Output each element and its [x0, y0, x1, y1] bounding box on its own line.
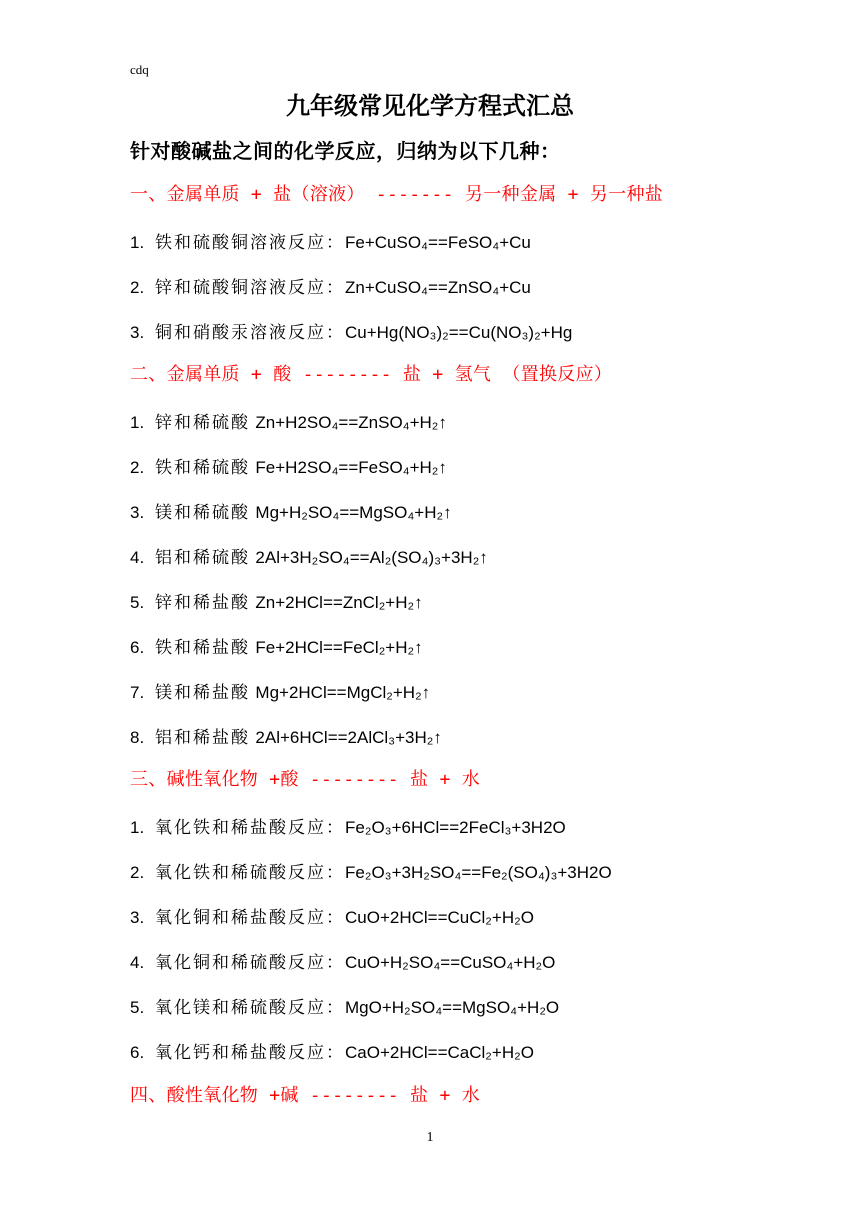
chemical-equation: Fe₂O₃+3H₂SO₄==Fe₂(SO₄)₃+3H2O	[345, 863, 612, 882]
reaction-description: 铁和稀硫酸	[155, 458, 250, 478]
equation-row	[130, 678, 430, 703]
page-title: 九年级常见化学方程式汇总	[286, 92, 574, 120]
chemical-equation: Fe+2HCl==FeCl₂+H₂↑	[255, 638, 423, 657]
reaction-description: 铁和硫酸铜溶液反应：	[155, 233, 345, 253]
chemical-equation: Mg+2HCl==MgCl₂+H₂↑	[255, 683, 431, 702]
item-number: 6.	[130, 1043, 145, 1062]
item-number: 5.	[130, 593, 145, 612]
chemical-equation: Zn+CuSO₄==ZnSO₄+Cu	[345, 278, 531, 297]
chemical-equation: Fe+CuSO₄==FeSO₄+Cu	[345, 233, 531, 252]
reaction-description: 镁和稀盐酸	[155, 683, 250, 703]
reaction-description: 铜和硝酸汞溶液反应：	[155, 323, 345, 343]
item-number: 1.	[130, 413, 145, 432]
reaction-description: 铝和稀盐酸	[155, 728, 250, 748]
section-heading-4: 四、酸性氧化物 +碱 -------- 盐 + 水	[130, 1085, 481, 1106]
reaction-description: 锌和稀盐酸	[155, 593, 250, 613]
item-number: 2.	[130, 278, 145, 297]
reaction-description: 镁和稀硫酸	[155, 503, 250, 523]
reaction-description: 铝和稀硫酸	[155, 548, 250, 568]
section-heading-3: 三、碱性氧化物 +酸 -------- 盐 + 水	[130, 769, 481, 790]
chemical-equation: Mg+H₂SO₄==MgSO₄+H₂↑	[255, 503, 452, 522]
reaction-description: 氧化铜和稀盐酸反应：	[155, 908, 345, 928]
equation-row	[130, 1038, 534, 1063]
chemical-equation: 2Al+3H₂SO₄==Al₂(SO₄)₃+3H₂↑	[255, 548, 488, 567]
reaction-description: 氧化镁和稀硫酸反应：	[155, 998, 345, 1018]
item-number: 2.	[130, 458, 145, 477]
equation-row	[130, 813, 566, 838]
equation-row	[130, 633, 423, 658]
item-number: 3.	[130, 503, 145, 522]
chemical-equation: CaO+2HCl==CaCl₂+H₂O	[345, 1043, 534, 1062]
chemical-equation: Fe+H2SO₄==FeSO₄+H₂↑	[255, 458, 447, 477]
equation-row	[130, 273, 531, 298]
chemical-equation: Cu+Hg(NO₃)₂==Cu(NO₃)₂+Hg	[345, 323, 573, 342]
chemical-equation: Fe₂O₃+6HCl==2FeCl₃+3H2O	[345, 818, 566, 837]
item-number: 6.	[130, 638, 145, 657]
equation-row	[130, 498, 452, 523]
chemical-equation: CuO+2HCl==CuCl₂+H₂O	[345, 908, 534, 927]
equation-row	[130, 723, 442, 748]
equation-row	[130, 228, 531, 253]
equation-row	[130, 408, 447, 433]
item-number: 4.	[130, 953, 145, 972]
chemical-equation: MgO+H₂SO₄==MgSO₄+H₂O	[345, 998, 560, 1017]
section-heading-1: 一、金属单质 + 盐（溶液） ------- 另一种金属 + 另一种盐	[130, 184, 664, 205]
chemical-equation: Zn+2HCl==ZnCl₂+H₂↑	[255, 593, 423, 612]
item-number: 8.	[130, 728, 145, 747]
equation-row	[130, 318, 572, 343]
item-number: 4.	[130, 548, 145, 567]
equation-row	[130, 903, 534, 928]
reaction-description: 锌和稀硫酸	[155, 413, 250, 433]
reaction-description: 锌和硫酸铜溶液反应：	[155, 278, 345, 298]
equation-row	[130, 993, 559, 1018]
reaction-description: 氧化钙和稀盐酸反应：	[155, 1043, 345, 1063]
item-number: 3.	[130, 908, 145, 927]
chemical-equation: CuO+H₂SO₄==CuSO₄+H₂O	[345, 953, 556, 972]
reaction-description: 铁和稀盐酸	[155, 638, 250, 658]
chemical-equation: 2Al+6HCl==2AlCl₃+3H₂↑	[255, 728, 442, 747]
section-heading-2: 二、金属单质 + 酸 -------- 盐 + 氢气 （置换反应）	[130, 364, 613, 385]
header-mark: cdq	[130, 62, 149, 77]
item-number: 7.	[130, 683, 145, 702]
chemical-equation: Zn+H2SO₄==ZnSO₄+H₂↑	[255, 413, 447, 432]
reaction-description: 氧化铁和稀硫酸反应：	[155, 863, 345, 883]
reaction-description: 氧化铜和稀硫酸反应：	[155, 953, 345, 973]
page-number: 1	[426, 1130, 434, 1145]
equation-row	[130, 543, 488, 568]
intro-text: 针对酸碱盐之间的化学反应，归纳为以下几种：	[130, 139, 561, 163]
equation-row	[130, 453, 447, 478]
equation-row	[130, 588, 423, 613]
item-number: 2.	[130, 863, 145, 882]
item-number: 1.	[130, 233, 145, 252]
equation-row	[130, 858, 612, 883]
item-number: 3.	[130, 323, 145, 342]
reaction-description: 氧化铁和稀盐酸反应：	[155, 818, 345, 838]
item-number: 1.	[130, 818, 145, 837]
equation-row	[130, 948, 555, 973]
item-number: 5.	[130, 998, 145, 1017]
